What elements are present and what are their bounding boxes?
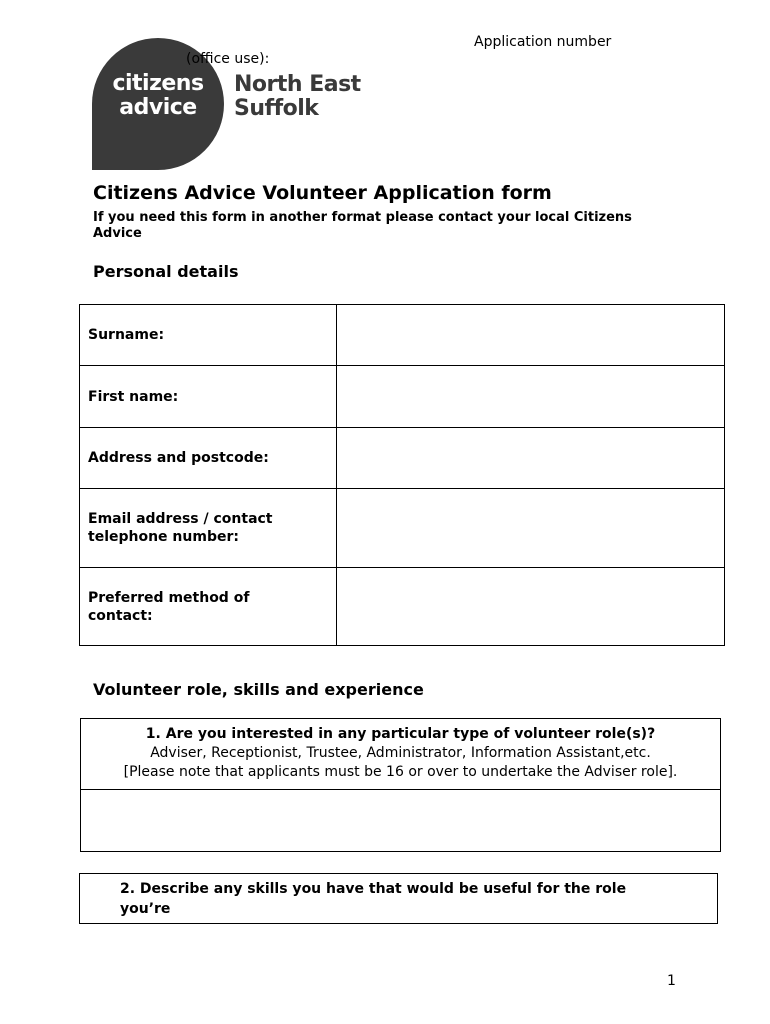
table-row	[80, 366, 725, 428]
table-row	[80, 305, 725, 366]
logo-line-1: citizens	[112, 71, 204, 96]
page-title: Citizens Advice Volunteer Application form	[93, 182, 552, 204]
logo-line-2: advice	[119, 95, 197, 120]
address-label: Address and postcode:	[80, 428, 337, 489]
address-field[interactable]	[337, 428, 725, 489]
table-row	[80, 489, 725, 568]
preferred-contact-label: Preferred method of contact:	[80, 568, 337, 646]
volunteer-role-heading: Volunteer role, skills and experience	[93, 680, 424, 699]
format-note: If you need this form in another format please contact your local Citizens Advice	[93, 210, 632, 241]
personal-details-table	[79, 304, 725, 646]
logo-region-line-2: Suffolk	[234, 96, 319, 121]
contact-field[interactable]	[337, 489, 725, 568]
question-1-box	[80, 718, 721, 852]
logo-region-line-1: North East	[234, 72, 361, 97]
personal-details-heading: Personal details	[93, 262, 239, 281]
contact-label: Email address / contact telephone number:	[80, 489, 337, 568]
application-number-label: Application number	[474, 34, 612, 50]
page-number: 1	[667, 973, 676, 989]
first-name-label: First name:	[80, 366, 337, 428]
logo-region-name	[234, 73, 361, 121]
question-1-note: [Please note that applicants must be 16 or over to undertake the Adviser role].	[123, 764, 678, 780]
table-row	[80, 568, 725, 646]
question-2-title-line-2: you’re	[120, 901, 171, 917]
question-2-box	[79, 873, 718, 924]
question-1-prompt	[81, 719, 720, 790]
question-1-examples: Adviser, Receptionist, Trustee, Administrator, Information Assistant,etc.	[150, 745, 651, 761]
question-1-answer-field[interactable]	[81, 790, 720, 851]
first-name-field[interactable]	[337, 366, 725, 428]
table-row	[80, 428, 725, 489]
office-use-label: (office use):	[186, 51, 270, 67]
surname-label: Surname:	[80, 305, 337, 366]
surname-field[interactable]	[337, 305, 725, 366]
preferred-contact-field[interactable]	[337, 568, 725, 646]
logo-wordmark	[92, 72, 224, 120]
question-1-title: 1. Are you interested in any particular type of volunteer role(s)?	[145, 726, 656, 742]
question-2-title-line-1: 2. Describe any skills you have that would be useful for the role	[120, 881, 627, 897]
